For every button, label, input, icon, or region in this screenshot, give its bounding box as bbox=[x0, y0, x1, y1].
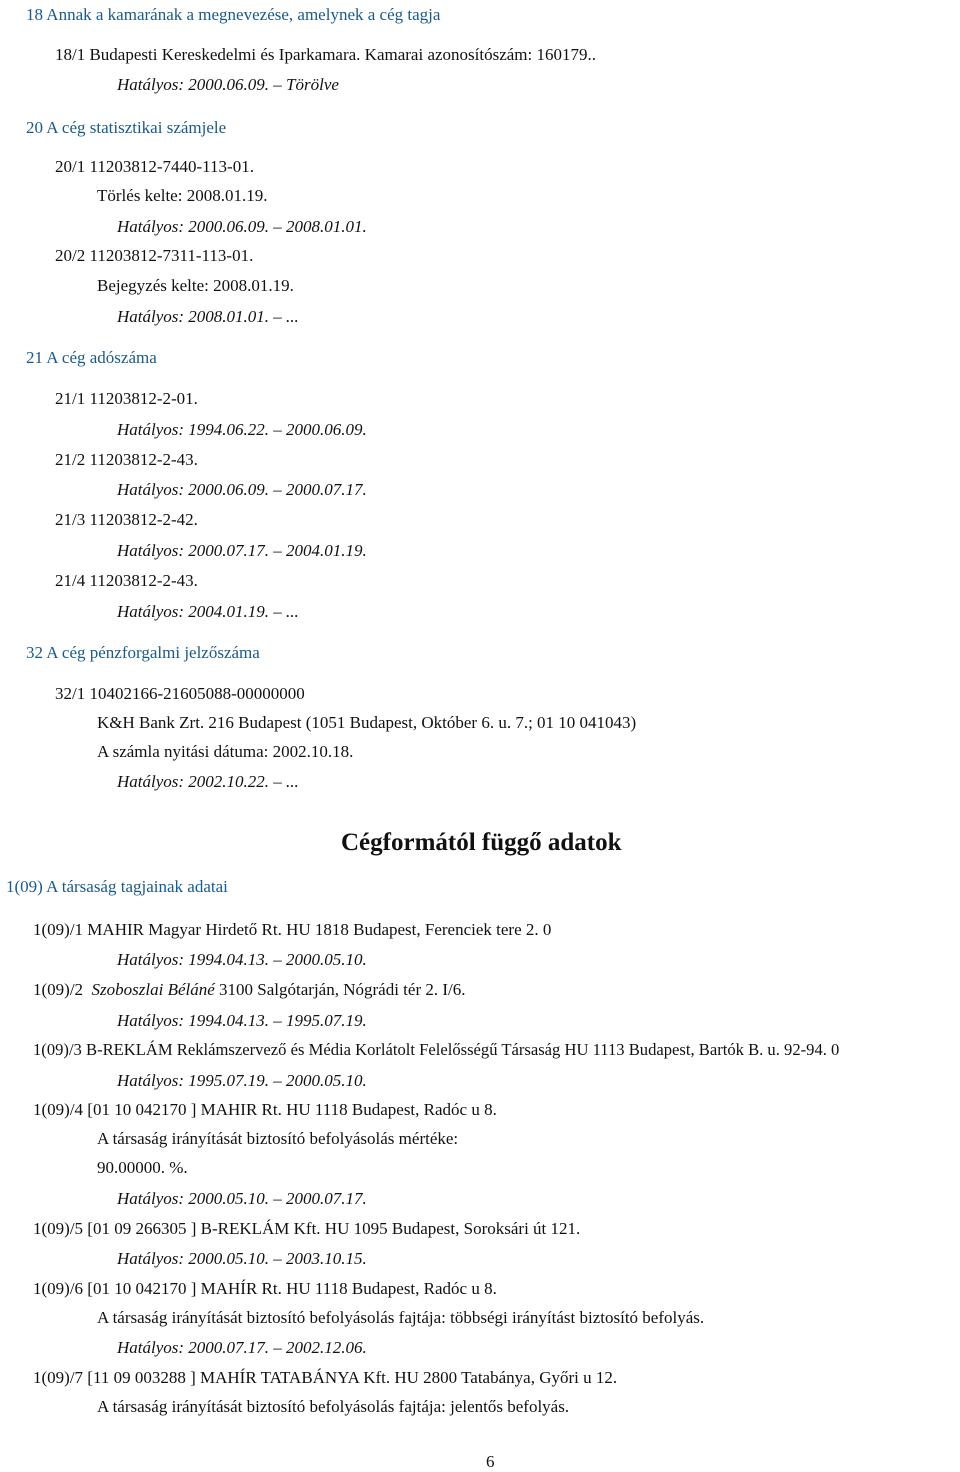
entry-21-4: 21/4 11203812-2-43. bbox=[55, 571, 198, 590]
entry-1-09-7-influence-type: A társaság irányítását biztosító befolyásolás fajtája: jelentős befolyás. bbox=[97, 1397, 570, 1416]
entry-1-09-5: 1(09)/5 [01 09 266305 ] B-REKLÁM Kft. HU 1095 Budapest, Soroksári út 121. bbox=[33, 1219, 581, 1238]
section-title-cegforma: Cégformától függő adatok bbox=[341, 829, 622, 856]
entry-21-3-validity: Hatályos: 2000.07.17. – 2004.01.19. bbox=[117, 541, 367, 560]
entry-20-2-registration: Bejegyzés kelte: 2008.01.19. bbox=[97, 276, 294, 295]
entry-21-2-validity: Hatályos: 2000.06.09. – 2000.07.17. bbox=[117, 480, 367, 499]
entry-1-09-2-address: 3100 Salgótarján, Nógrádi tér 2. I/6. bbox=[214, 980, 466, 999]
entry-20-2-validity: Hatályos: 2008.01.01. – ... bbox=[117, 307, 299, 326]
entry-20-1-deletion: Törlés kelte: 2008.01.19. bbox=[97, 186, 268, 205]
entry-18-1-validity: Hatályos: 2000.06.09. – Törölve bbox=[117, 75, 339, 94]
entry-20-1-validity: Hatályos: 2000.06.09. – 2008.01.01. bbox=[117, 217, 367, 236]
section-1-09-heading: 1(09) A társaság tagjainak adatai bbox=[6, 877, 228, 896]
entry-1-09-4-validity: Hatályos: 2000.05.10. – 2000.07.17. bbox=[117, 1189, 367, 1208]
entry-20-1: 20/1 11203812-7440-113-01. bbox=[55, 157, 254, 176]
entry-1-09-6-influence-type: A társaság irányítását biztosító befolyásolás fajtája: többségi irányítást biztosító befolyás. bbox=[97, 1308, 705, 1327]
entry-21-2: 21/2 11203812-2-43. bbox=[55, 450, 198, 469]
page-number: 6 bbox=[486, 1452, 495, 1471]
entry-32-1: 32/1 10402166-21605088-00000000 bbox=[55, 684, 305, 703]
entry-1-09-3-validity: Hatályos: 1995.07.19. – 2000.05.10. bbox=[117, 1071, 367, 1090]
entry-1-09-4: 1(09)/4 [01 10 042170 ] MAHIR Rt. HU 1118 Budapest, Radóc u 8. bbox=[33, 1100, 497, 1119]
entry-21-3: 21/3 11203812-2-42. bbox=[55, 510, 198, 529]
section-20-heading: 20 A cég statisztikai számjele bbox=[26, 118, 227, 137]
entry-32-1-bank: K&H Bank Zrt. 216 Budapest (1051 Budapest, Október 6. u. 7.; 01 10 041043) bbox=[97, 713, 637, 732]
entry-1-09-7: 1(09)/7 [11 09 003288 ] MAHÍR TATABÁNYA Kft. HU 2800 Tatabánya, Győri u 12. bbox=[33, 1368, 618, 1387]
section-32-heading: 32 A cég pénzforgalmi jelzőszáma bbox=[26, 643, 260, 662]
entry-1-09-6-validity: Hatályos: 2000.07.17. – 2002.12.06. bbox=[117, 1338, 367, 1357]
entry-1-09-1-validity: Hatályos: 1994.04.13. – 2000.05.10. bbox=[117, 950, 367, 969]
entry-1-09-2-number: 1(09)/2 bbox=[33, 980, 92, 999]
entry-21-1-validity: Hatályos: 1994.06.22. – 2000.06.09. bbox=[117, 420, 367, 439]
entry-1-09-4-influence-label: A társaság irányítását biztosító befolyásolás mértéke: bbox=[97, 1129, 459, 1148]
entry-1-09-2-name: Szoboszlai Béláné bbox=[91, 980, 215, 999]
section-18-heading: 18 Annak a kamarának a megnevezése, amelynek a cég tagja bbox=[26, 5, 441, 24]
entry-1-09-1: 1(09)/1 MAHIR Magyar Hirdető Rt. HU 1818 Budapest, Ferenciek tere 2. 0 bbox=[33, 920, 552, 939]
entry-32-1-validity: Hatályos: 2002.10.22. – ... bbox=[117, 772, 299, 791]
entry-21-4-validity: Hatályos: 2004.01.19. – ... bbox=[117, 602, 299, 621]
entry-1-09-2-validity: Hatályos: 1994.04.13. – 1995.07.19. bbox=[117, 1011, 367, 1030]
entry-21-1: 21/1 11203812-2-01. bbox=[55, 389, 198, 408]
entry-1-09-4-influence-value: 90.00000. %. bbox=[97, 1158, 188, 1177]
entry-1-09-3: 1(09)/3 B-REKLÁM Reklámszervező és Média Korlátolt Felelősségű Társaság HU 1113 Budapest, Bartók B. u. 92-94. 0 bbox=[33, 1040, 840, 1059]
entry-20-2: 20/2 11203812-7311-113-01. bbox=[55, 246, 254, 265]
section-21-heading: 21 A cég adószáma bbox=[26, 348, 157, 367]
entry-1-09-5-validity: Hatályos: 2000.05.10. – 2003.10.15. bbox=[117, 1249, 367, 1268]
entry-1-09-2 bbox=[33, 980, 466, 1000]
entry-18-1: 18/1 Budapesti Kereskedelmi és Iparkamara. Kamarai azonosítószám: 160179.. bbox=[55, 45, 596, 64]
entry-32-1-opening-date: A számla nyitási dátuma: 2002.10.18. bbox=[97, 742, 354, 761]
entry-1-09-6: 1(09)/6 [01 10 042170 ] MAHÍR Rt. HU 1118 Budapest, Radóc u 8. bbox=[33, 1279, 497, 1298]
